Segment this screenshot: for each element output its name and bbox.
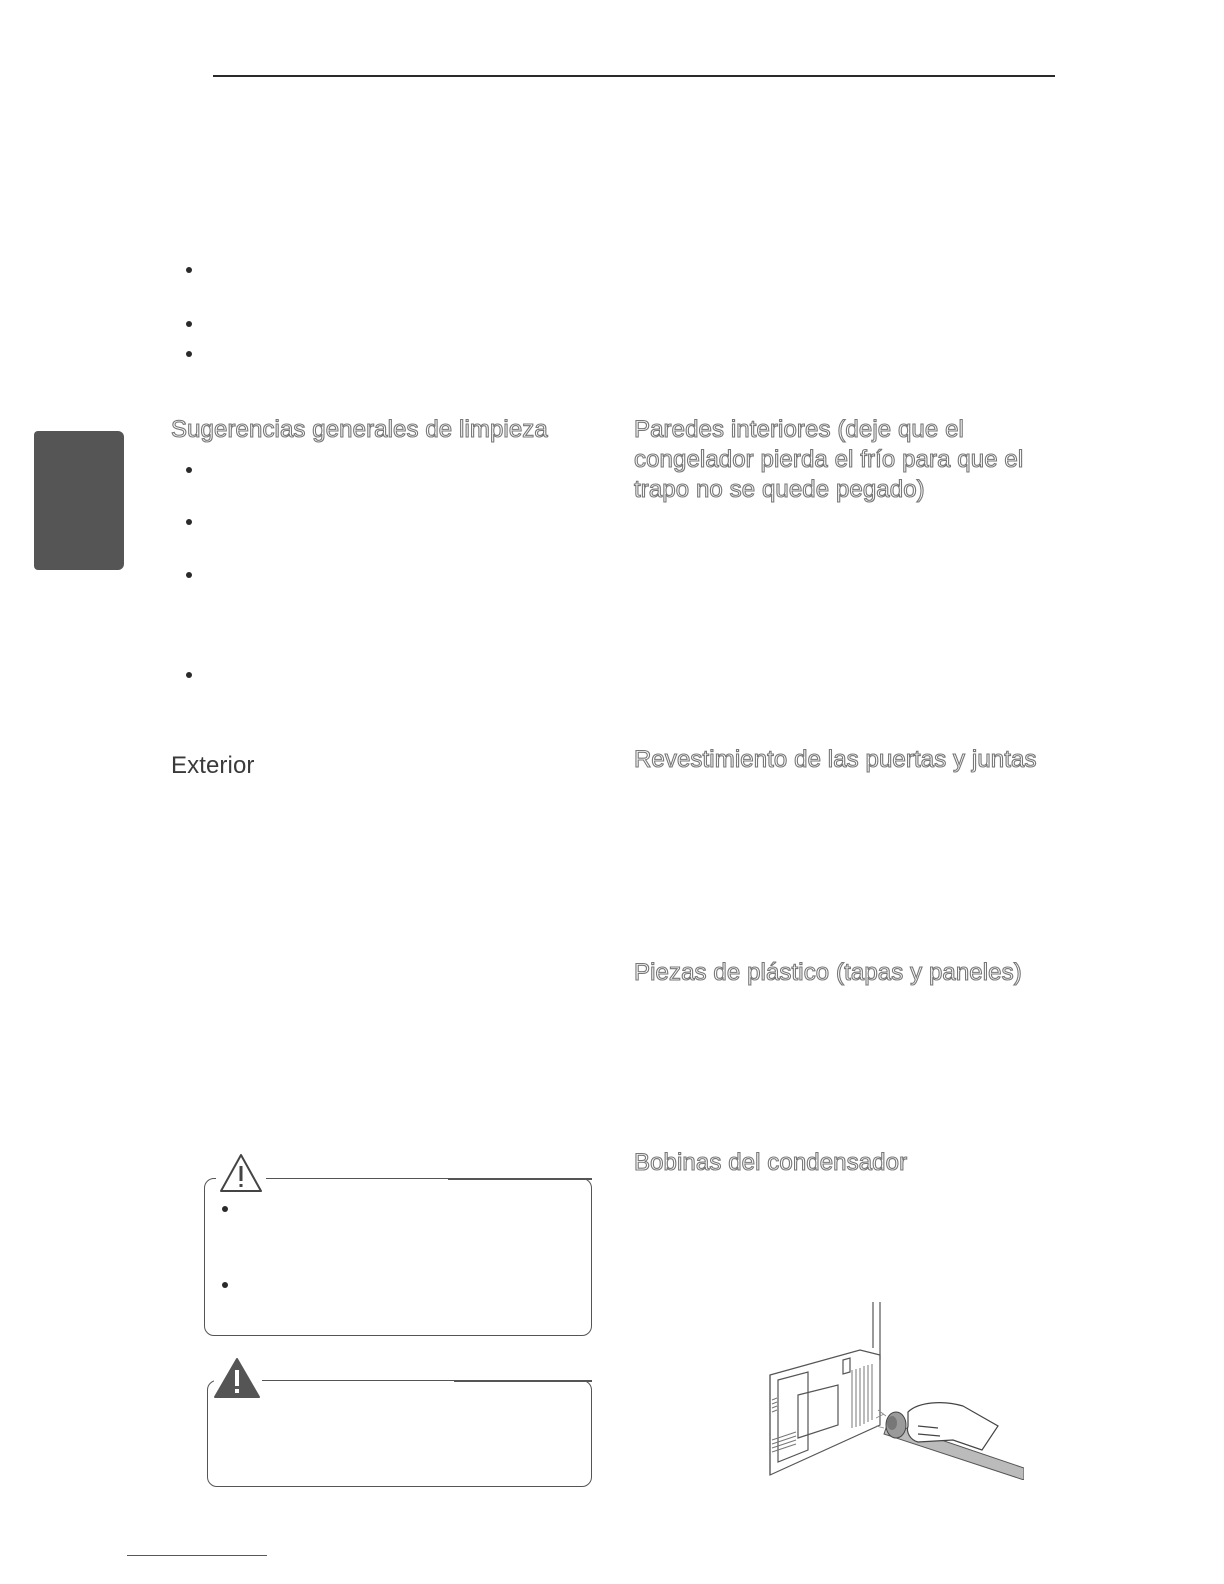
intro-bullet xyxy=(186,351,192,357)
intro-bullet xyxy=(186,267,192,273)
caution-box xyxy=(204,1178,592,1336)
heading-condenser-coils: Bobinas del condensador xyxy=(634,1149,908,1176)
heading-plastic-parts: Piezas de plástico (tapas y paneles) xyxy=(634,959,1022,986)
cleaning-bullet xyxy=(186,519,192,525)
suction-lines xyxy=(876,1410,886,1428)
caution-bullet xyxy=(222,1282,228,1288)
warning-rule xyxy=(454,1380,592,1382)
heading-door-liners: Revestimiento de las puertas y juntas xyxy=(634,746,1037,773)
condenser-vacuum-illustration xyxy=(768,1300,1024,1480)
heading-interior-walls: Paredes interiores (deje que el congelador pierda el frío para que el trapo no se quede pegado) xyxy=(634,416,1024,503)
caution-triangle-outline-icon xyxy=(218,1152,264,1194)
section-tab xyxy=(34,431,124,570)
caution-rule xyxy=(448,1178,592,1180)
warning-triangle-filled-icon xyxy=(213,1357,261,1399)
intro-bullet xyxy=(186,321,192,327)
warning-box xyxy=(207,1380,592,1487)
heading-exterior: Exterior xyxy=(171,752,255,779)
cleaning-bullet xyxy=(186,467,192,473)
header-rule xyxy=(213,75,1055,77)
footer-link-underline xyxy=(127,1555,267,1556)
cleaning-bullet xyxy=(186,672,192,678)
heading-general-cleaning: Sugerencias generales de limpieza xyxy=(171,416,548,443)
caution-bullet xyxy=(222,1206,228,1212)
cleaning-bullet xyxy=(186,572,192,578)
